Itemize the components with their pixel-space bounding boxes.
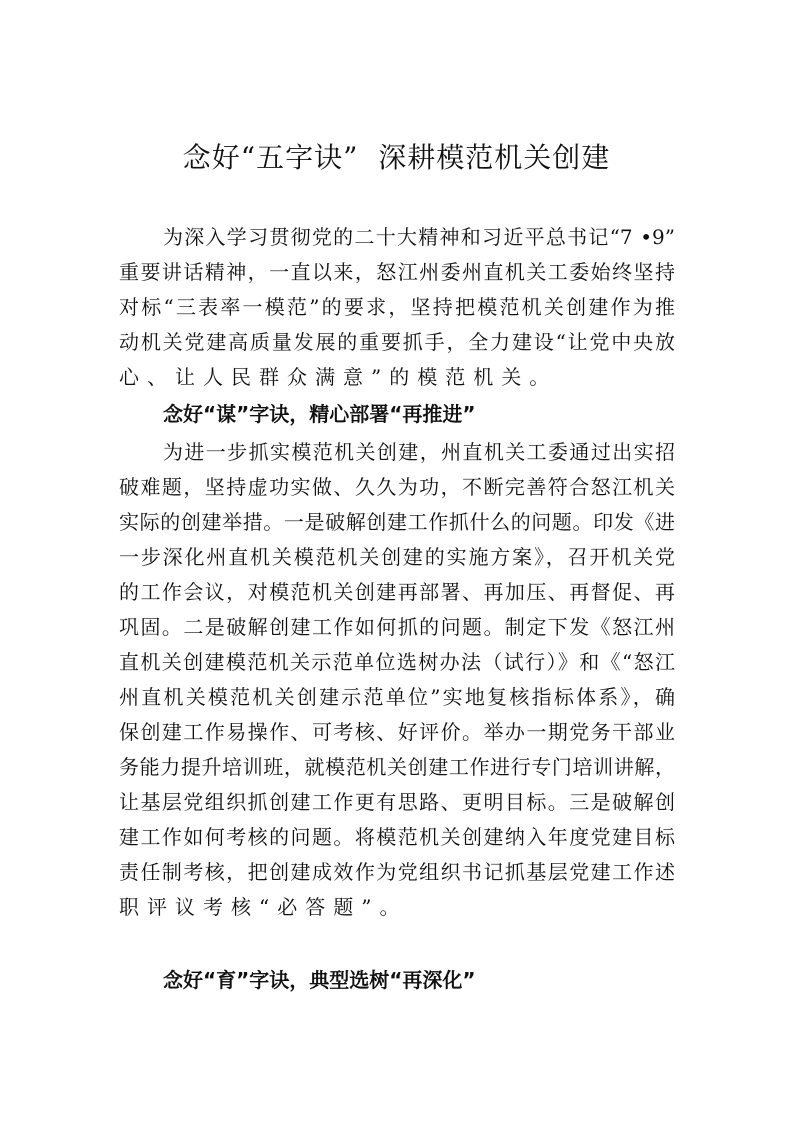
text-line: 破难题，坚持虚功实做、久久为功，不断完善符合怒江机关 <box>119 475 675 499</box>
text-line: 巩固。二是破解创建工作如何抓的问题。制定下发《怒江州 <box>119 615 675 639</box>
text-line: 直机关创建模范机关示范单位选树办法（试行）》和《“怒江 <box>119 650 675 674</box>
text-line: 心、让人民群众满意”的模范机关。 <box>119 365 558 389</box>
paragraph-intro <box>119 220 675 395</box>
text-line: 务能力提升培训班，就模范机关创建工作进行专门培训讲解， <box>119 755 675 779</box>
text-line: 建工作如何考核的问题。将模范机关创建纳入年度党建目标 <box>119 825 675 849</box>
section-heading-mou: 念好“谋”字诀，精心部署“再推进” <box>163 402 476 426</box>
text-line: 职评议考核“必答题”。 <box>119 895 408 919</box>
text-line: 对标“三表率一模范”的要求，坚持把模范机关创建作为推 <box>119 295 675 319</box>
document-title: 念好“五字诀” 深耕模范机关创建 <box>182 141 611 174</box>
text-line: 责任制考核，把创建成效作为党组织书记抓基层党建工作述 <box>119 860 675 884</box>
text-line: 为进一步抓实模范机关创建，州直机关工委通过出实招 <box>163 440 675 464</box>
text-line: 州直机关模范机关创建示范单位”实地复核指标体系》，确 <box>119 685 675 709</box>
paragraph-mou <box>119 435 675 925</box>
text-line: 实际的创建举措。一是破解创建工作抓什么的问题。印发《进 <box>119 510 675 534</box>
text-line: 为深入学习贯彻党的二十大精神和习近平总书记“7 •9” <box>163 225 675 249</box>
text-line: 保创建工作易操作、可考核、好评价。举办一期党务干部业 <box>119 720 675 744</box>
text-line: 动机关党建高质量发展的重要抓手，全力建设“让党中央放 <box>119 330 675 354</box>
text-line: 让基层党组织抓创建工作更有思路、更明目标。三是破解创 <box>119 790 675 814</box>
text-line: 的工作会议，对模范机关创建再部署、再加压、再督促、再 <box>119 580 675 604</box>
text-line: 重要讲话精神，一直以来，怒江州委州直机关工委始终坚持 <box>119 260 675 284</box>
section-heading-yu: 念好“育”字诀，典型选树“再深化” <box>163 968 476 992</box>
text-line: 一步深化州直机关模范机关创建的实施方案》，召开机关党 <box>119 545 675 569</box>
